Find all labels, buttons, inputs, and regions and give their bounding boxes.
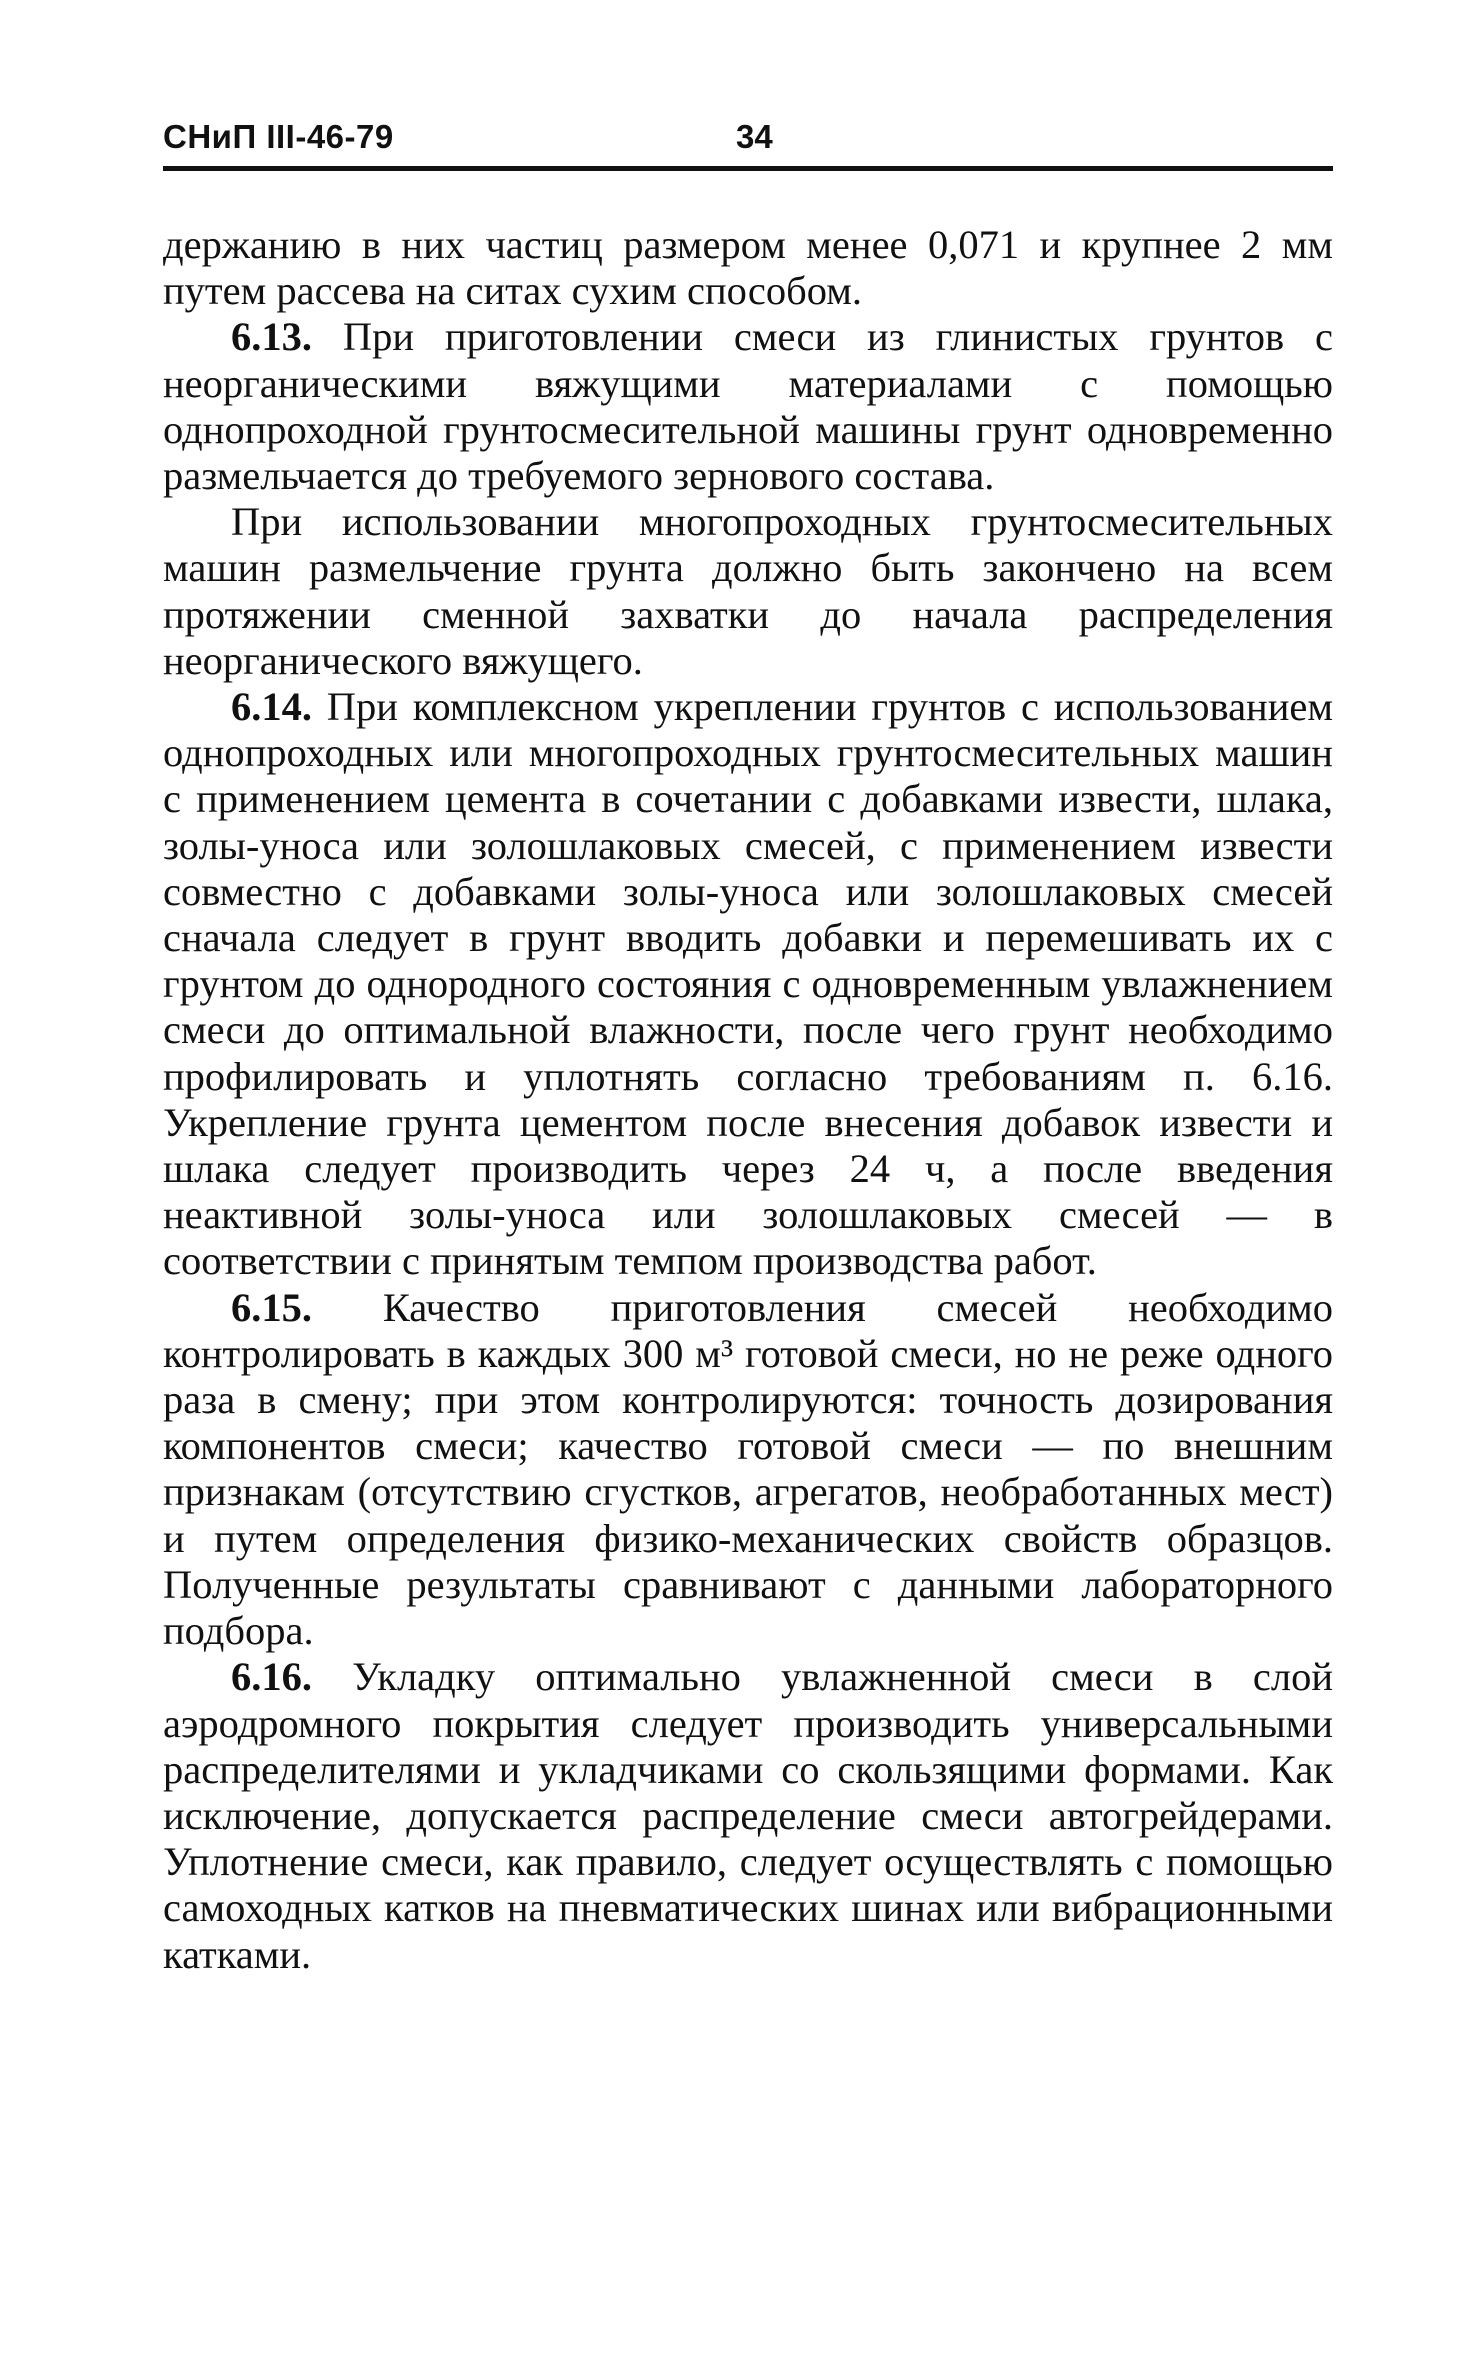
clause-number: 6.14. <box>231 684 312 730</box>
paragraph-6-16 <box>163 1654 1333 1977</box>
paragraph-text: Качество приготовления смесей необходимо контролировать в каждых 300 м³ готовой смеси, но не реже одного раза в смену; при этом контролируются: точность дозирования компонентов смеси; качество готовой смеси — по внешним признакам (отсутствию сгустков, агрегатов, необработанных мест) и путем определения физико-механических свойств образцов. Полученные результаты сравнивают с данными лабораторного подбора. <box>163 1284 1333 1654</box>
header-rule <box>163 166 1333 171</box>
clause-number: 6.16. <box>231 1654 312 1700</box>
paragraph-continuation: держанию в них частиц размером менее 0,071 и крупнее 2 мм путем рассева на ситах сухим способом. <box>163 222 1333 314</box>
paragraph-text: Укладку оптимально увлажненной смеси в слой аэродромного покрытия следует производить универсальными распределителями и укладчиками со скользящими формами. Как исключение, допускается распределение смеси автогрейдерами. Уплотнение смеси, как правило, следует осуществлять с помощью самоходных катков на пневматических шинах или вибрационными катками. <box>163 1654 1333 1977</box>
paragraph-6-13-cont <box>163 499 1333 684</box>
paragraph-6-14 <box>163 684 1333 1285</box>
paragraph-text: При комплексном укреплении грунтов с использованием однопроходных или многопроходных грунтосмесительных машин с применением цемента в сочетании с добавками извести, шлака, золы-уноса или золошлаковых смесей, с применением извести совместно с добавками золы-уноса или золошлаковых смесей сначала следует в грунт вводить добавки и перемешивать их с грунтом до однородного состояния с одновременным увлажнением смеси до оптимальной влажности, после чего грунт необходимо профилировать и уплотнять согласно требованиям п. 6.16. Укрепление грунта цементом после внесения добавок извести и шлака следует производить через 24 ч, а после введения неактивной золы-уноса или золошлаковых смесей — в соответствии с принятым темпом производства работ. <box>163 684 1333 1284</box>
paragraph-text: При приготовлении смеси из глинистых грунтов с неорганическими вяжущими материалами с помощью однопроходной грунтосмесительной машины грунт одновременно размельчается до требуемого зернового состава. <box>163 314 1333 499</box>
document-code: СНиП III-46-79 <box>163 118 394 155</box>
paragraph-6-13 <box>163 314 1333 499</box>
paragraph-6-15 <box>163 1285 1333 1655</box>
body-text <box>163 222 1333 1978</box>
paragraph-text: При использовании многопроходных грунтосмесительных машин размельчение грунта должно быть закончено на всем протяжении сменной захватки до начала распределения неорганического вяжущего. <box>163 499 1333 683</box>
clause-number: 6.15. <box>231 1284 312 1330</box>
page-header <box>163 118 1333 162</box>
clause-number: 6.13. <box>231 314 312 360</box>
page-number: 34 <box>736 118 773 155</box>
